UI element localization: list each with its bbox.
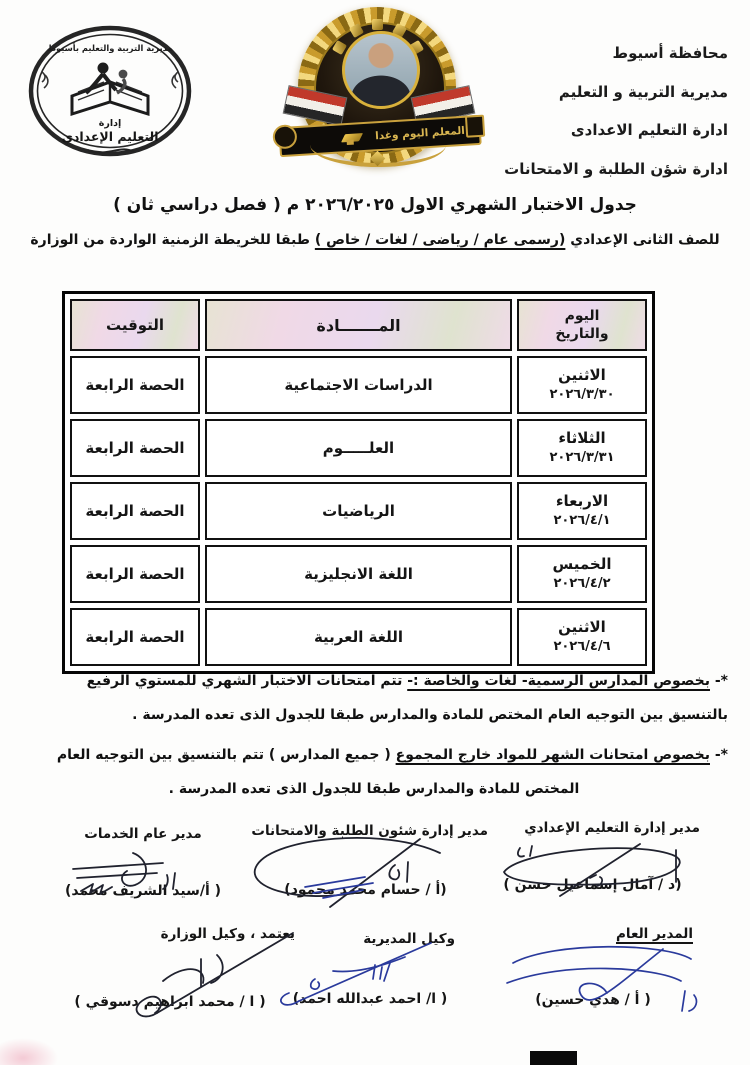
- directorate-seal-icon: [26, 20, 194, 166]
- timing-cell: الحصة الرابعة: [70, 482, 200, 540]
- page-subtitle: [0, 232, 750, 248]
- subtitle-suffix: طبقا للخريطة الزمنية الواردة من الوزارة: [30, 232, 315, 248]
- notes-section: [20, 664, 728, 806]
- subject-cell: العلـــــوم: [205, 419, 512, 477]
- table-row: [70, 545, 647, 603]
- seal-figure-icon: [98, 63, 109, 74]
- subject-cell: الرياضيات: [205, 482, 512, 540]
- org-line-directorate: مديرية التربية و التعليم: [558, 82, 728, 101]
- seal-dept-line1: إدارة: [98, 118, 122, 129]
- gear-tooth-icon: [372, 19, 383, 30]
- medal-emblem: [282, 5, 474, 177]
- header-timing: التوقيت: [70, 299, 200, 351]
- subtitle-school-types: (رسمى عام / رياضى / لغات / خاص ): [314, 232, 566, 248]
- table-row: [70, 419, 647, 477]
- timing-cell: الحصة الرابعة: [70, 356, 200, 414]
- seal-arc-text: مديرية التربية والتعليم بأسيوط: [47, 43, 173, 53]
- banner-seal-icon: [272, 124, 297, 149]
- scan-smudge: [0, 1038, 58, 1065]
- subtitle-prefix: للصف الثانى الإعدادي: [565, 232, 720, 248]
- signature-block-services-director: مدير عام الخدمات ( أ/سيد الشريف محمد): [64, 826, 222, 899]
- subject-cell: اللغة الانجليزية: [205, 545, 512, 603]
- signature-block-ministry-undersecretary: يعتمد ، وكيل الوزارة ( ا / محمد ابراهيم دسوقي ): [74, 926, 295, 1010]
- org-line-prep-admin: ادارة التعليم الاعدادى: [570, 121, 728, 139]
- day-date-cell: الاثنين ٢٠٢٦/٣/٣٠: [517, 356, 647, 414]
- org-line-governorate: محافظة أسيوط: [612, 44, 728, 62]
- page-title: جدول الاختبار الشهري الاول ٢٠٢٦/٢٠٢٥ م ( فصل دراسي ثان ): [113, 195, 637, 215]
- seal-dept-line2: التعليم الإعدادي: [61, 129, 159, 144]
- day-date-cell: الخميس ٢٠٢٦/٤/٢: [517, 545, 647, 603]
- timing-cell: الحصة الرابعة: [70, 419, 200, 477]
- note-1-line-1: *- بخصوص المدارس الرسمية- لغات والخاصة :- تتم امتحانات الاختبار الشهري للمستوي الرفيع: [86, 673, 728, 689]
- timing-cell: الحصة الرابعة: [70, 608, 200, 666]
- subject-cell: اللغة العربية: [205, 608, 512, 666]
- table-header-row: [70, 299, 647, 351]
- header-day-date: اليوم والتاريخ: [517, 299, 647, 351]
- subject-cell: الدراسات الاجتماعية: [205, 356, 512, 414]
- signature-block-directorate-deputy: وكيل المديرية ( ا/ احمد عبدالله احمد): [292, 931, 455, 1007]
- note-1-line-2: بالتنسيق بين التوجيه العام المختص للمادة والمدارس طبقا للجدول الذى تعده المدرسة .: [132, 707, 728, 723]
- day-date-cell: الاربعاء ٢٠٢٦/٤/١: [517, 482, 647, 540]
- table-row: [70, 608, 647, 666]
- redaction-mark: [530, 1051, 577, 1065]
- portrait-photo: [342, 31, 420, 109]
- signature-block-prep-director: مدير إدارة التعليم الإعدادي (د / آمال إسماعيل حسن ): [503, 820, 700, 893]
- note-2-line-2: المختص للمادة والمدارس طبقا للجدول الذى تعده المدرسة .: [168, 781, 580, 797]
- org-header: [504, 34, 728, 188]
- eagle-emblem-icon: [465, 115, 485, 138]
- medal-banner-text: المعلم اليوم وغدا: [374, 124, 466, 143]
- day-date-cell: الثلاثاء ٢٠٢٦/٣/٣١: [517, 419, 647, 477]
- timing-cell: الحصة الرابعة: [70, 545, 200, 603]
- signature-block-students-exams-director: مدير إدارة شئون الطلبة والامتحانات (أ / حسام محمد محمود): [251, 823, 488, 898]
- exam-schedule-table: [62, 291, 655, 674]
- table-row: [70, 482, 647, 540]
- header-subject: المـــــــادة: [205, 299, 512, 351]
- note-2-line-1: *- بخصوص امتحانات الشهر للمواد خارج المجموع ( جميع المدارس ) تتم بالتنسيق بين التوجيه العام: [56, 747, 728, 763]
- org-line-exams-admin: ادارة شؤن الطلبة و الامتحانات: [504, 159, 728, 178]
- table-row: [70, 356, 647, 414]
- signature-block-general-director: المدير العام ( أ / هدي حسين): [535, 926, 693, 1008]
- day-date-cell: الاثنين ٢٠٢٦/٤/٦: [517, 608, 647, 666]
